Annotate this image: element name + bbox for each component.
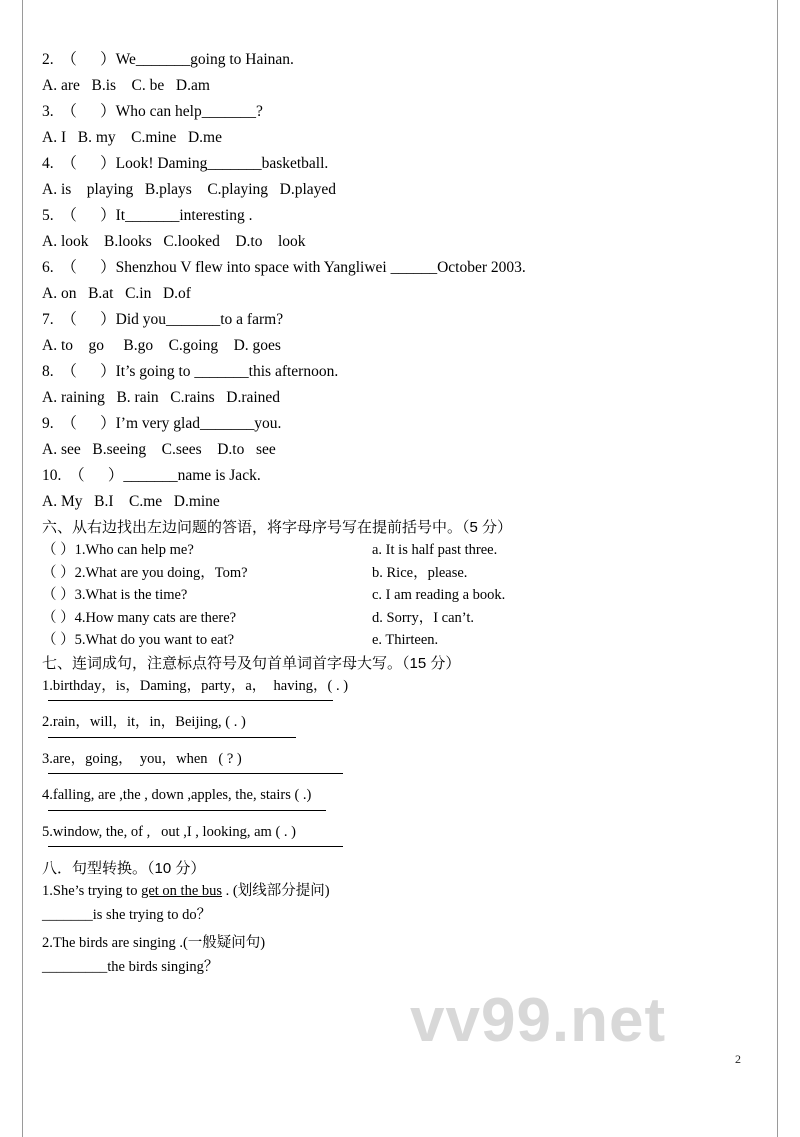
page-content xyxy=(42,52,752,983)
question-options: A. see B.seeing C.sees D.to see xyxy=(42,440,276,458)
match-row xyxy=(42,633,752,648)
match-question: （ ）2.What are you doing，Tom? xyxy=(42,564,248,581)
match-question: （ ）1.Who can help me? xyxy=(42,542,194,558)
page-border-right xyxy=(777,0,778,1137)
match-answer: c. I am reading a book. xyxy=(372,587,506,603)
match-row xyxy=(42,566,752,581)
answer-line[interactable] xyxy=(48,700,333,701)
question-options: A. to go B.go C.going D. goes xyxy=(42,336,281,354)
answer-line[interactable] xyxy=(48,737,296,738)
question-stem: 2. （ ）We_______going to Hainan. xyxy=(42,51,294,68)
match-answer: e. Thirteen. xyxy=(372,632,439,648)
transform-answer[interactable]: _________the birds singing？ xyxy=(42,958,219,975)
match-question: （ ）4.How many cats are there? xyxy=(42,609,237,626)
section-six-title: 六、从右边找出左边问题的答语，将字母序号写在提前括号中。（5 分） xyxy=(42,519,513,536)
section-seven-title: 七、连词成句，注意标点符号及句首单词首字母大写。（15 分） xyxy=(42,654,461,672)
question-options: A. are B.is C. be D.am xyxy=(42,76,210,94)
match-answer: d. Sorry，I can’t. xyxy=(372,609,475,626)
question-options: A. is playing B.plays C.playing D.played xyxy=(42,180,337,198)
watermark: vv99.net xyxy=(410,986,667,1055)
transform-underlined: get on the bus xyxy=(141,883,223,899)
section-eight xyxy=(42,861,752,974)
transform-suffix: (一般疑问句) xyxy=(182,935,266,951)
scramble-sentence: 1.birthday，is，Daming，party，a， having，( . ) xyxy=(42,677,349,694)
scramble-sentence: 5.window, the, of , out ,I , looking, am ( . ) xyxy=(42,823,296,840)
question-stem: 7. （ ）Did you_______to a farm? xyxy=(42,311,284,328)
question-stem: 3. （ ）Who can help_______? xyxy=(42,103,263,120)
question-options: A. I B. my C.mine D.me xyxy=(42,128,222,146)
multiple-choice-block xyxy=(42,52,752,509)
page-border-left xyxy=(22,0,23,1137)
match-answer: b. Rice，please. xyxy=(372,564,468,581)
transform-sentence xyxy=(42,884,752,899)
question-options: A. look B.looks C.looked D.to look xyxy=(42,232,306,250)
answer-line[interactable] xyxy=(48,846,343,847)
question-stem: 10. （ ）_______name is Jack. xyxy=(42,467,261,484)
match-row xyxy=(42,588,752,603)
section-six xyxy=(42,520,752,648)
question-options: A. My B.I C.me D.mine xyxy=(42,492,220,510)
question-options: A. raining B. rain C.rains D.rained xyxy=(42,388,281,406)
transform-sentence xyxy=(42,936,752,951)
question-stem: 6. （ ）Shenzhou V flew into space with Yangliwei ______October 2003. xyxy=(42,259,526,276)
transform-prefix: 2.The birds are singing . xyxy=(42,935,183,951)
match-question: （ ）3.What is the time? xyxy=(42,587,188,603)
match-question: （ ）5.What do you want to eat? xyxy=(42,632,235,648)
match-row xyxy=(42,611,752,626)
transform-prefix: 1.She’s trying to xyxy=(42,883,142,899)
answer-line[interactable] xyxy=(48,773,343,774)
section-eight-title: 八．句型转换。（10 分） xyxy=(42,860,206,877)
section-seven xyxy=(42,656,752,848)
scramble-sentence: 3.are，going， you，when ( ? ) xyxy=(42,750,242,767)
question-stem: 4. （ ）Look! Daming_______basketball. xyxy=(42,155,329,172)
page-number: 2 xyxy=(735,1052,741,1066)
transform-suffix: . (划线部分提问) xyxy=(222,883,330,899)
question-options: A. on B.at C.in D.of xyxy=(42,284,191,302)
scramble-sentence: 4.falling, are ,the , down ,apples, the, stairs ( .) xyxy=(42,787,312,803)
transform-answer[interactable]: _______is she trying to do？ xyxy=(42,906,212,923)
answer-line[interactable] xyxy=(48,810,326,811)
scramble-sentence: 2.rain，will，it，in，Beijing, ( . ) xyxy=(42,714,246,730)
match-answer: a. It is half past three. xyxy=(372,542,498,558)
question-stem: 8. （ ）It’s going to _______this afternoon. xyxy=(42,363,339,380)
question-stem: 9. （ ）I’m very glad_______you. xyxy=(42,415,282,432)
question-stem: 5. （ ）It_______interesting . xyxy=(42,207,253,224)
match-row xyxy=(42,543,752,558)
